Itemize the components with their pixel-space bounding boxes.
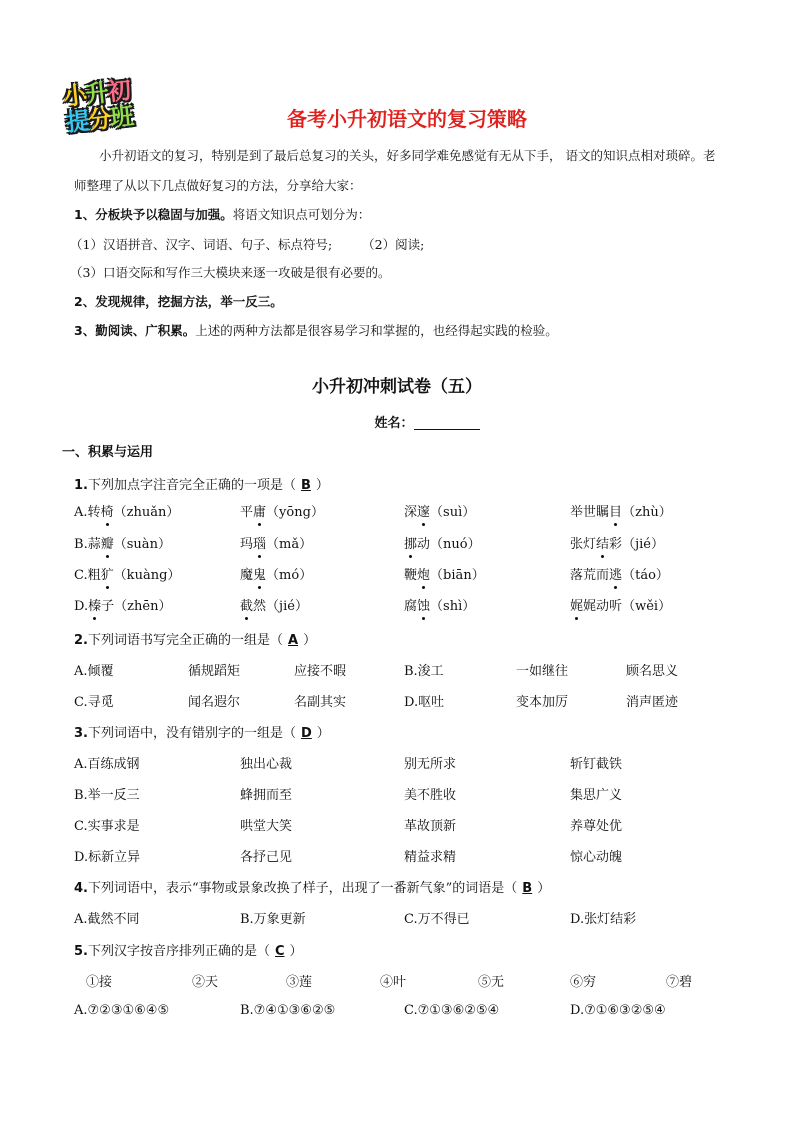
option-item[interactable]: 蜂拥而至 bbox=[240, 788, 293, 803]
option-row bbox=[74, 784, 734, 804]
option-item[interactable]: B.举一反三 bbox=[74, 788, 140, 803]
option-item[interactable]: 养尊处优 bbox=[570, 819, 623, 834]
name-field[interactable]: 姓名： bbox=[0, 412, 794, 431]
option-item[interactable]: A.截然不同 bbox=[74, 912, 140, 927]
option-item[interactable]: 落荒而逃（táo） bbox=[570, 568, 669, 583]
char-item: ③莲 bbox=[286, 975, 313, 990]
option-item[interactable]: D.呕吐 bbox=[404, 695, 445, 710]
option-item[interactable]: 应接不暇 bbox=[294, 664, 347, 679]
char-item: ⑤无 bbox=[478, 975, 505, 990]
option-item[interactable]: 举世瞩目（zhù） bbox=[570, 505, 672, 520]
question-3: 3.下列词语中，没有错别字的一组是（ D ） bbox=[74, 726, 330, 741]
char-item: ②天 bbox=[192, 975, 219, 990]
option-item[interactable]: C.⑦①③⑥②⑤④ bbox=[404, 1003, 500, 1018]
option-row bbox=[74, 815, 734, 835]
option-item[interactable]: 挪动（nuó） bbox=[404, 537, 481, 552]
option-item[interactable]: 哄堂大笑 bbox=[240, 819, 293, 834]
option-item[interactable]: 循规蹈矩 bbox=[188, 664, 241, 679]
option-item[interactable]: C.寻觅 bbox=[74, 695, 114, 710]
option-item[interactable]: 精益求精 bbox=[404, 850, 457, 865]
option-row bbox=[74, 753, 734, 773]
section-heading: 一、积累与运用 bbox=[62, 445, 154, 460]
option-row bbox=[74, 846, 734, 866]
option-row bbox=[74, 908, 734, 928]
page-title: 备考小升初语文的复习策略 bbox=[287, 107, 527, 131]
logo-line-2: 提分班 bbox=[64, 102, 134, 137]
option-row bbox=[74, 501, 734, 521]
tip-1-modules: （1）汉语拼音、汉字、词语、句子、标点符号; （2）阅读; bbox=[70, 237, 425, 252]
option-item[interactable]: B.⑦④①③⑥②⑤ bbox=[240, 1003, 336, 1018]
option-item[interactable]: 平庸（yōng） bbox=[240, 505, 324, 520]
char-item: ⑥穷 bbox=[570, 975, 597, 990]
option-item[interactable]: 名副其实 bbox=[294, 695, 347, 710]
question-5: 5.下列汉字按音序排列正确的是（ C ） bbox=[74, 944, 303, 959]
option-item[interactable]: D.⑦①⑥③②⑤④ bbox=[570, 1003, 666, 1018]
char-item: ④叶 bbox=[380, 975, 407, 990]
name-blank-line[interactable] bbox=[414, 415, 480, 430]
option-item[interactable]: D.张灯结彩 bbox=[570, 912, 637, 927]
option-row bbox=[74, 533, 734, 553]
answer-5[interactable]: C bbox=[275, 944, 285, 959]
tip-1: 1、分板块予以稳固与加强。将语文知识点可划分为： bbox=[74, 207, 371, 222]
option-item[interactable]: 深邃（suì） bbox=[404, 505, 476, 520]
answer-1[interactable]: B bbox=[301, 478, 311, 493]
option-item[interactable]: 独出心裁 bbox=[240, 757, 293, 772]
option-item[interactable]: 别无所求 bbox=[404, 757, 457, 772]
option-item[interactable]: 闻名遐尔 bbox=[188, 695, 241, 710]
option-item[interactable]: D.标新立异 bbox=[74, 850, 141, 865]
tip-1-writing: （3）口语交际和写作三大模块来逐一攻破是很有必要的。 bbox=[70, 265, 391, 280]
char-item: ①接 bbox=[86, 975, 113, 990]
option-item[interactable]: 美不胜收 bbox=[404, 788, 457, 803]
option-item[interactable]: 顾名思义 bbox=[626, 664, 679, 679]
tip-2: 2、发现规律，挖掘方法，举一反三。 bbox=[74, 294, 283, 309]
question-1: 1.下列加点字注音完全正确的一项是（ B ） bbox=[74, 478, 329, 493]
option-item[interactable]: 鞭炮（biān） bbox=[404, 568, 485, 583]
option-item[interactable]: 斩钉截铁 bbox=[570, 757, 623, 772]
option-item[interactable]: 娓娓动听（wěi） bbox=[570, 599, 672, 614]
option-item[interactable]: A.转椅（zhuǎn） bbox=[74, 505, 180, 520]
option-item[interactable]: 截然（jié） bbox=[240, 599, 308, 614]
answer-4[interactable]: B bbox=[522, 881, 533, 896]
option-item[interactable]: 消声匿迹 bbox=[626, 695, 679, 710]
option-item[interactable]: A.⑦②③①⑥④⑤ bbox=[74, 1003, 170, 1018]
option-item[interactable]: 魔鬼（mó） bbox=[240, 568, 313, 583]
logo-line-1: 小升初 bbox=[61, 76, 131, 111]
option-row bbox=[74, 1003, 734, 1023]
option-item[interactable]: 革故顶新 bbox=[404, 819, 457, 834]
option-item[interactable]: D.榛子（zhēn） bbox=[74, 599, 172, 614]
option-item[interactable]: 惊心动魄 bbox=[570, 850, 623, 865]
option-item[interactable]: 一如继往 bbox=[516, 664, 569, 679]
option-item[interactable]: 各抒己见 bbox=[240, 850, 293, 865]
option-row bbox=[74, 691, 734, 711]
option-item[interactable]: 玛瑙（mǎ） bbox=[240, 537, 313, 552]
option-item[interactable]: B.蒜瓣（suàn） bbox=[74, 537, 171, 552]
option-item[interactable]: C.实事求是 bbox=[74, 819, 140, 834]
question-2: 2.下列词语书写完全正确的一组是（ A ） bbox=[74, 633, 317, 648]
question-4: 4.下列词语中，表示“事物或景象改换了样子，出现了一番新气象”的词语是（ B ） bbox=[74, 881, 551, 896]
option-item[interactable]: 变本加厉 bbox=[516, 695, 569, 710]
option-item[interactable]: 集思广义 bbox=[570, 788, 623, 803]
option-row bbox=[74, 564, 734, 584]
answer-2[interactable]: A bbox=[288, 633, 299, 648]
option-row bbox=[74, 595, 734, 615]
option-item[interactable]: B.万象更新 bbox=[240, 912, 306, 927]
option-item[interactable]: 腐蚀（shì） bbox=[404, 599, 476, 614]
option-item[interactable]: A.百练成钢 bbox=[74, 757, 140, 772]
option-item[interactable]: C.万不得已 bbox=[404, 912, 470, 927]
intro-paragraph: 小升初语文的复习，特别是到了最后总复习的关头，好多同学难免感觉有无从下手， 语文的知识点相对琐碎。老师整理了从以下几点做好复习的方法，分享给大家： bbox=[74, 148, 716, 193]
char-item: ⑦碧 bbox=[666, 975, 693, 990]
option-item[interactable]: B.浚工 bbox=[404, 664, 444, 679]
char-row bbox=[74, 971, 734, 991]
option-item[interactable]: C.粗犷（kuàng） bbox=[74, 568, 181, 583]
option-row bbox=[74, 660, 734, 680]
option-item[interactable]: A.倾覆 bbox=[74, 664, 114, 679]
exam-title: 小升初冲刺试卷（五） bbox=[312, 377, 482, 397]
answer-3[interactable]: D bbox=[301, 726, 312, 741]
option-item[interactable]: 张灯结彩（jié） bbox=[570, 537, 664, 552]
tip-3: 3、勤阅读、广积累。上述的两种方法都是很容易学习和掌握的，也经得起实践的检验。 bbox=[74, 323, 558, 338]
